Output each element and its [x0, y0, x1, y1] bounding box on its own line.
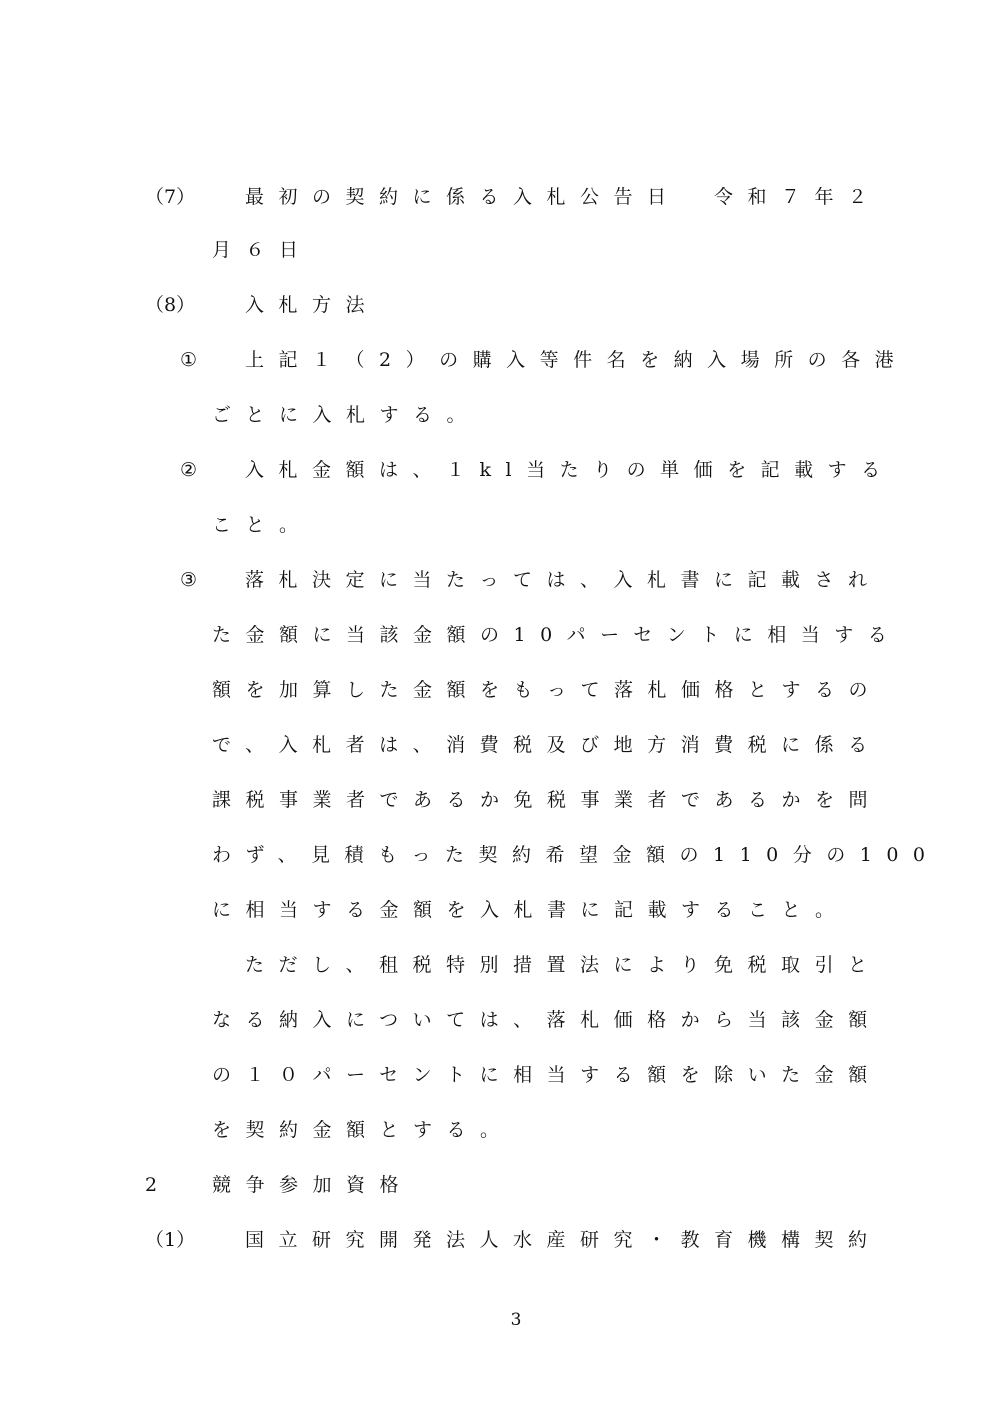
line-item-7-continuation: 月６日	[212, 239, 313, 261]
line-label-section-2: 2	[145, 1174, 158, 1196]
line-proviso-continuation-2: の１０パーセントに相当する額を除いた金額	[212, 1064, 882, 1086]
line-circle-3-continuation-2: 額を加算した金額をもって落札価格とするの	[212, 679, 883, 701]
line-label-circle-2: ②	[180, 459, 198, 481]
line-item-1-text: 国立研究開発法人水産研究・教育機構契約	[245, 1229, 882, 1251]
line-item-8-text: 入札方法	[245, 294, 380, 316]
line-circle-3-continuation-3: で、入札者は、消費税及び地方消費税に係る	[212, 734, 882, 756]
line-item-7-text: 最初の契約に係る入札公告日 令和７年２	[245, 186, 882, 208]
line-label-circle-1: ①	[180, 349, 198, 371]
line-circle-3-continuation-6: に相当する金額を入札書に記載すること。	[212, 899, 849, 921]
line-circle-2-continuation: こと。	[212, 514, 313, 536]
line-proviso-text: ただし、租税特別措置法により免税取引と	[245, 954, 882, 976]
line-circle-3-text: 落札決定に当たっては、入札書に記載され	[245, 569, 882, 591]
page-number: 3	[510, 1310, 522, 1330]
line-label-circle-3: ③	[180, 569, 198, 591]
line-circle-2-text: 入札金額は、１kl当たりの単価を記載する	[245, 459, 895, 481]
line-section-2-heading: 競争参加資格	[212, 1174, 414, 1196]
line-circle-3-continuation-4: 課税事業者であるか免税事業者であるかを問	[212, 789, 883, 811]
line-label-8: （8）	[145, 294, 196, 316]
line-circle-1-text: 上記１（2）の購入等件名を納入場所の各港	[245, 349, 909, 371]
line-proviso-continuation-1: なる納入については、落札価格から当該金額	[212, 1009, 882, 1031]
line-label-7: （7）	[145, 186, 196, 208]
line-proviso-continuation-3: を契約金額とする。	[212, 1119, 514, 1141]
line-circle-3-continuation-5: わず、見積もった契約希望金額の110分の100	[212, 844, 940, 866]
line-circle-1-continuation: ごとに入札する。	[212, 404, 481, 426]
line-label-1: （1）	[145, 1229, 196, 1251]
line-circle-3-continuation-1: た金額に当該金額の10パーセントに相当する	[212, 624, 902, 646]
